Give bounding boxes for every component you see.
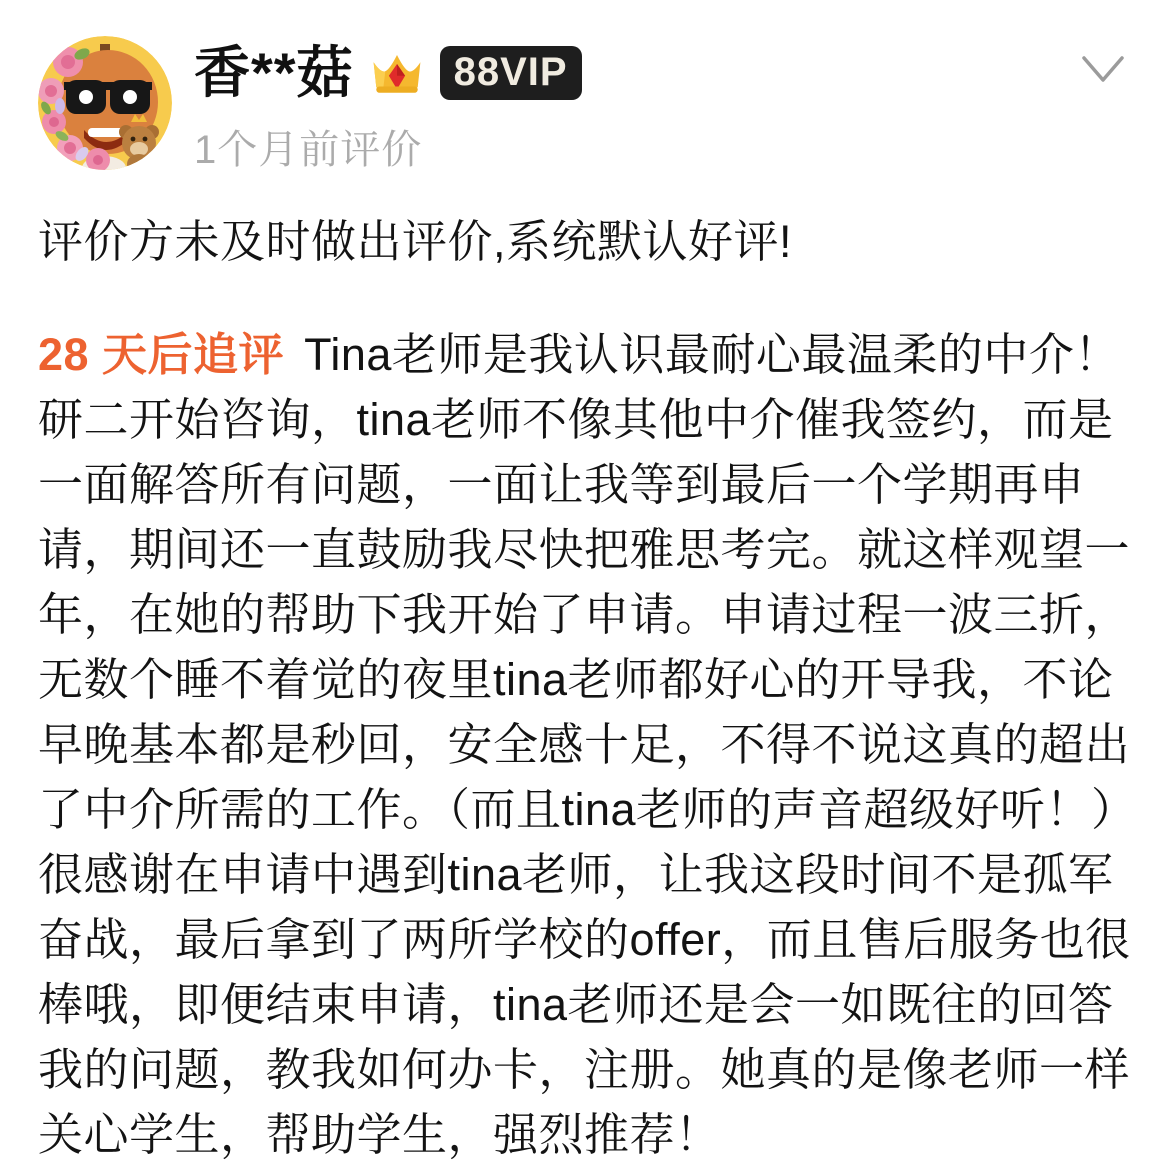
followup-text: Tina老师是我认识最耐心最温柔的中介！研二开始咨询，tina老师不像其他中介催我签约，而是一面解答所有问题，一面让我等到最后一个学期再申请，期间还一直鼓励我尽快把雅思考完。就这样观望一年，在她的帮助下我开始了申请。申请过程一波三折，无数个睡不着觉的夜里tina老师都好心的开导我，不论早晚基本都是秒回，安全感十足，不得不说这真的超出了中介所需的工作。（而且tina老师的声音超级好听！）很感谢在申请中遇到tina老师，让我这段时间不是孤军奋战，最后拿到了两所学校的offer，而且售后服务也很棒哦，即便结束申请，tina老师还是会一如既往的回答我的问题，教我如何办卡，注册。她真的是像老师一样关心学生，帮助学生，强烈推荐！ xyxy=(38,328,1131,1160)
review-header xyxy=(38,36,1132,175)
crown-icon xyxy=(370,46,424,100)
username[interactable]: 香**菇 xyxy=(194,41,354,104)
review-timestamp: 1个月前评价 xyxy=(194,127,423,172)
followup-review xyxy=(38,322,1132,1167)
chevron-down-icon[interactable] xyxy=(1078,50,1128,90)
user-info xyxy=(194,36,582,175)
vip-badge: 88VIP xyxy=(440,46,582,100)
avatar-illustration xyxy=(38,36,172,170)
username-row xyxy=(194,42,582,104)
user-avatar[interactable] xyxy=(38,36,172,170)
default-review-text: 评价方未及时做出评价,系统默认好评! xyxy=(38,215,793,267)
review-body xyxy=(38,209,1132,1167)
followup-label: 28 天后追评 xyxy=(38,328,285,380)
